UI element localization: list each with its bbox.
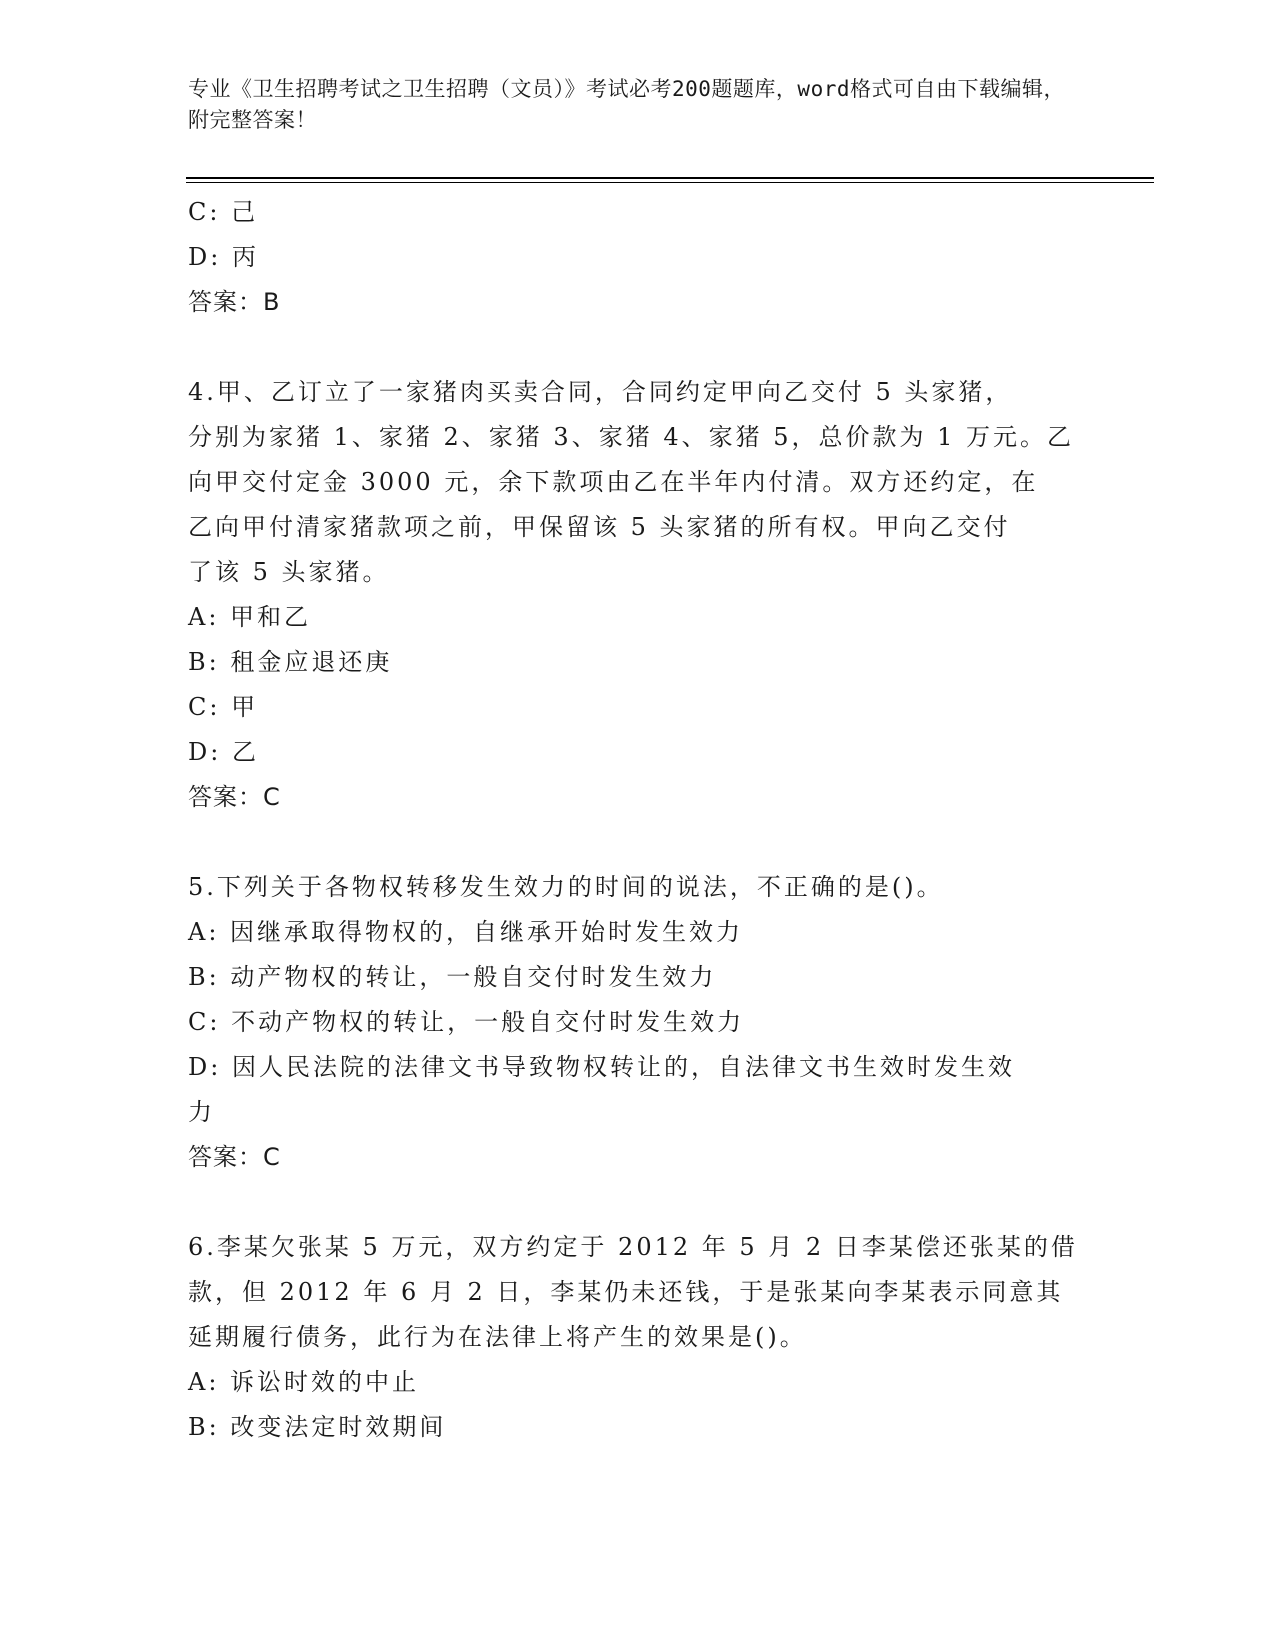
option-line: B: 动产物权的转让，一般自交付时发生效力: [188, 963, 717, 991]
question-stem-line: 6.李某欠张某 5 万元，双方约定于 2012 年 5 月 2 日李某偿还张某的借: [188, 1233, 1078, 1261]
option-line: B: 租金应退还庚: [188, 648, 393, 676]
option-line: D: 丙: [188, 243, 259, 271]
option-line: A: 诉讼时效的中止: [188, 1368, 420, 1396]
question-stem-line: 乙向甲付清家猪款项之前，甲保留该 5 头家猪的所有权。甲向乙交付: [188, 513, 1011, 541]
question-stem-line: 了该 5 头家猪。: [188, 558, 390, 586]
document-body: [188, 190, 1078, 1450]
question-stem-line: 延期履行债务，此行为在法律上将产生的效果是()。: [188, 1323, 807, 1351]
option-line: D: 乙: [188, 738, 259, 766]
option-line: C: 己: [188, 198, 259, 226]
option-line: C: 不动产物权的转让，一般自交付时发生效力: [188, 1008, 745, 1036]
answer-line: 答案：C: [188, 783, 281, 811]
spacer: [188, 1180, 1068, 1225]
header-divider-thick: [186, 177, 1154, 179]
spacer: [188, 820, 1068, 865]
answer-line: 答案：B: [188, 288, 281, 316]
answer-line: 答案：C: [188, 1143, 281, 1171]
option-line: A: 甲和乙: [188, 603, 312, 631]
spacer: [188, 325, 1068, 370]
header-text: 专业《卫生招聘考试之卫生招聘（文员）》考试必考200题题库，word格式可自由下载编辑，附完整答案！: [188, 77, 1065, 132]
question-stem-line: 款，但 2012 年 6 月 2 日，李某仍未还钱，于是张某向李某表示同意其: [188, 1278, 1064, 1306]
question-stem-line: 分别为家猪 1、家猪 2、家猪 3、家猪 4、家猪 5，总价款为 1 万元。乙: [188, 423, 1075, 451]
option-line: D: 因人民法院的法律文书导致物权转让的，自法律文书生效时发生效: [188, 1053, 1015, 1081]
question-stem-line: 4.甲、乙订立了一家猪肉买卖合同，合同约定甲向乙交付 5 头家猪，: [188, 378, 1013, 406]
question-stem-line: 5.下列关于各物权转移发生效力的时间的说法，不正确的是()。: [188, 873, 944, 901]
option-line: C: 甲: [188, 693, 259, 721]
header-divider-thin: [186, 182, 1154, 183]
option-line: B: 改变法定时效期间: [188, 1413, 447, 1441]
option-line: A: 因继承取得物权的，自继承开始时发生效力: [188, 918, 744, 946]
question-stem-line: 向甲交付定金 3000 元，余下款项由乙在半年内付清。双方还约定，在: [188, 468, 1039, 496]
document-header: [188, 74, 1068, 136]
option-line: 力: [188, 1098, 215, 1126]
